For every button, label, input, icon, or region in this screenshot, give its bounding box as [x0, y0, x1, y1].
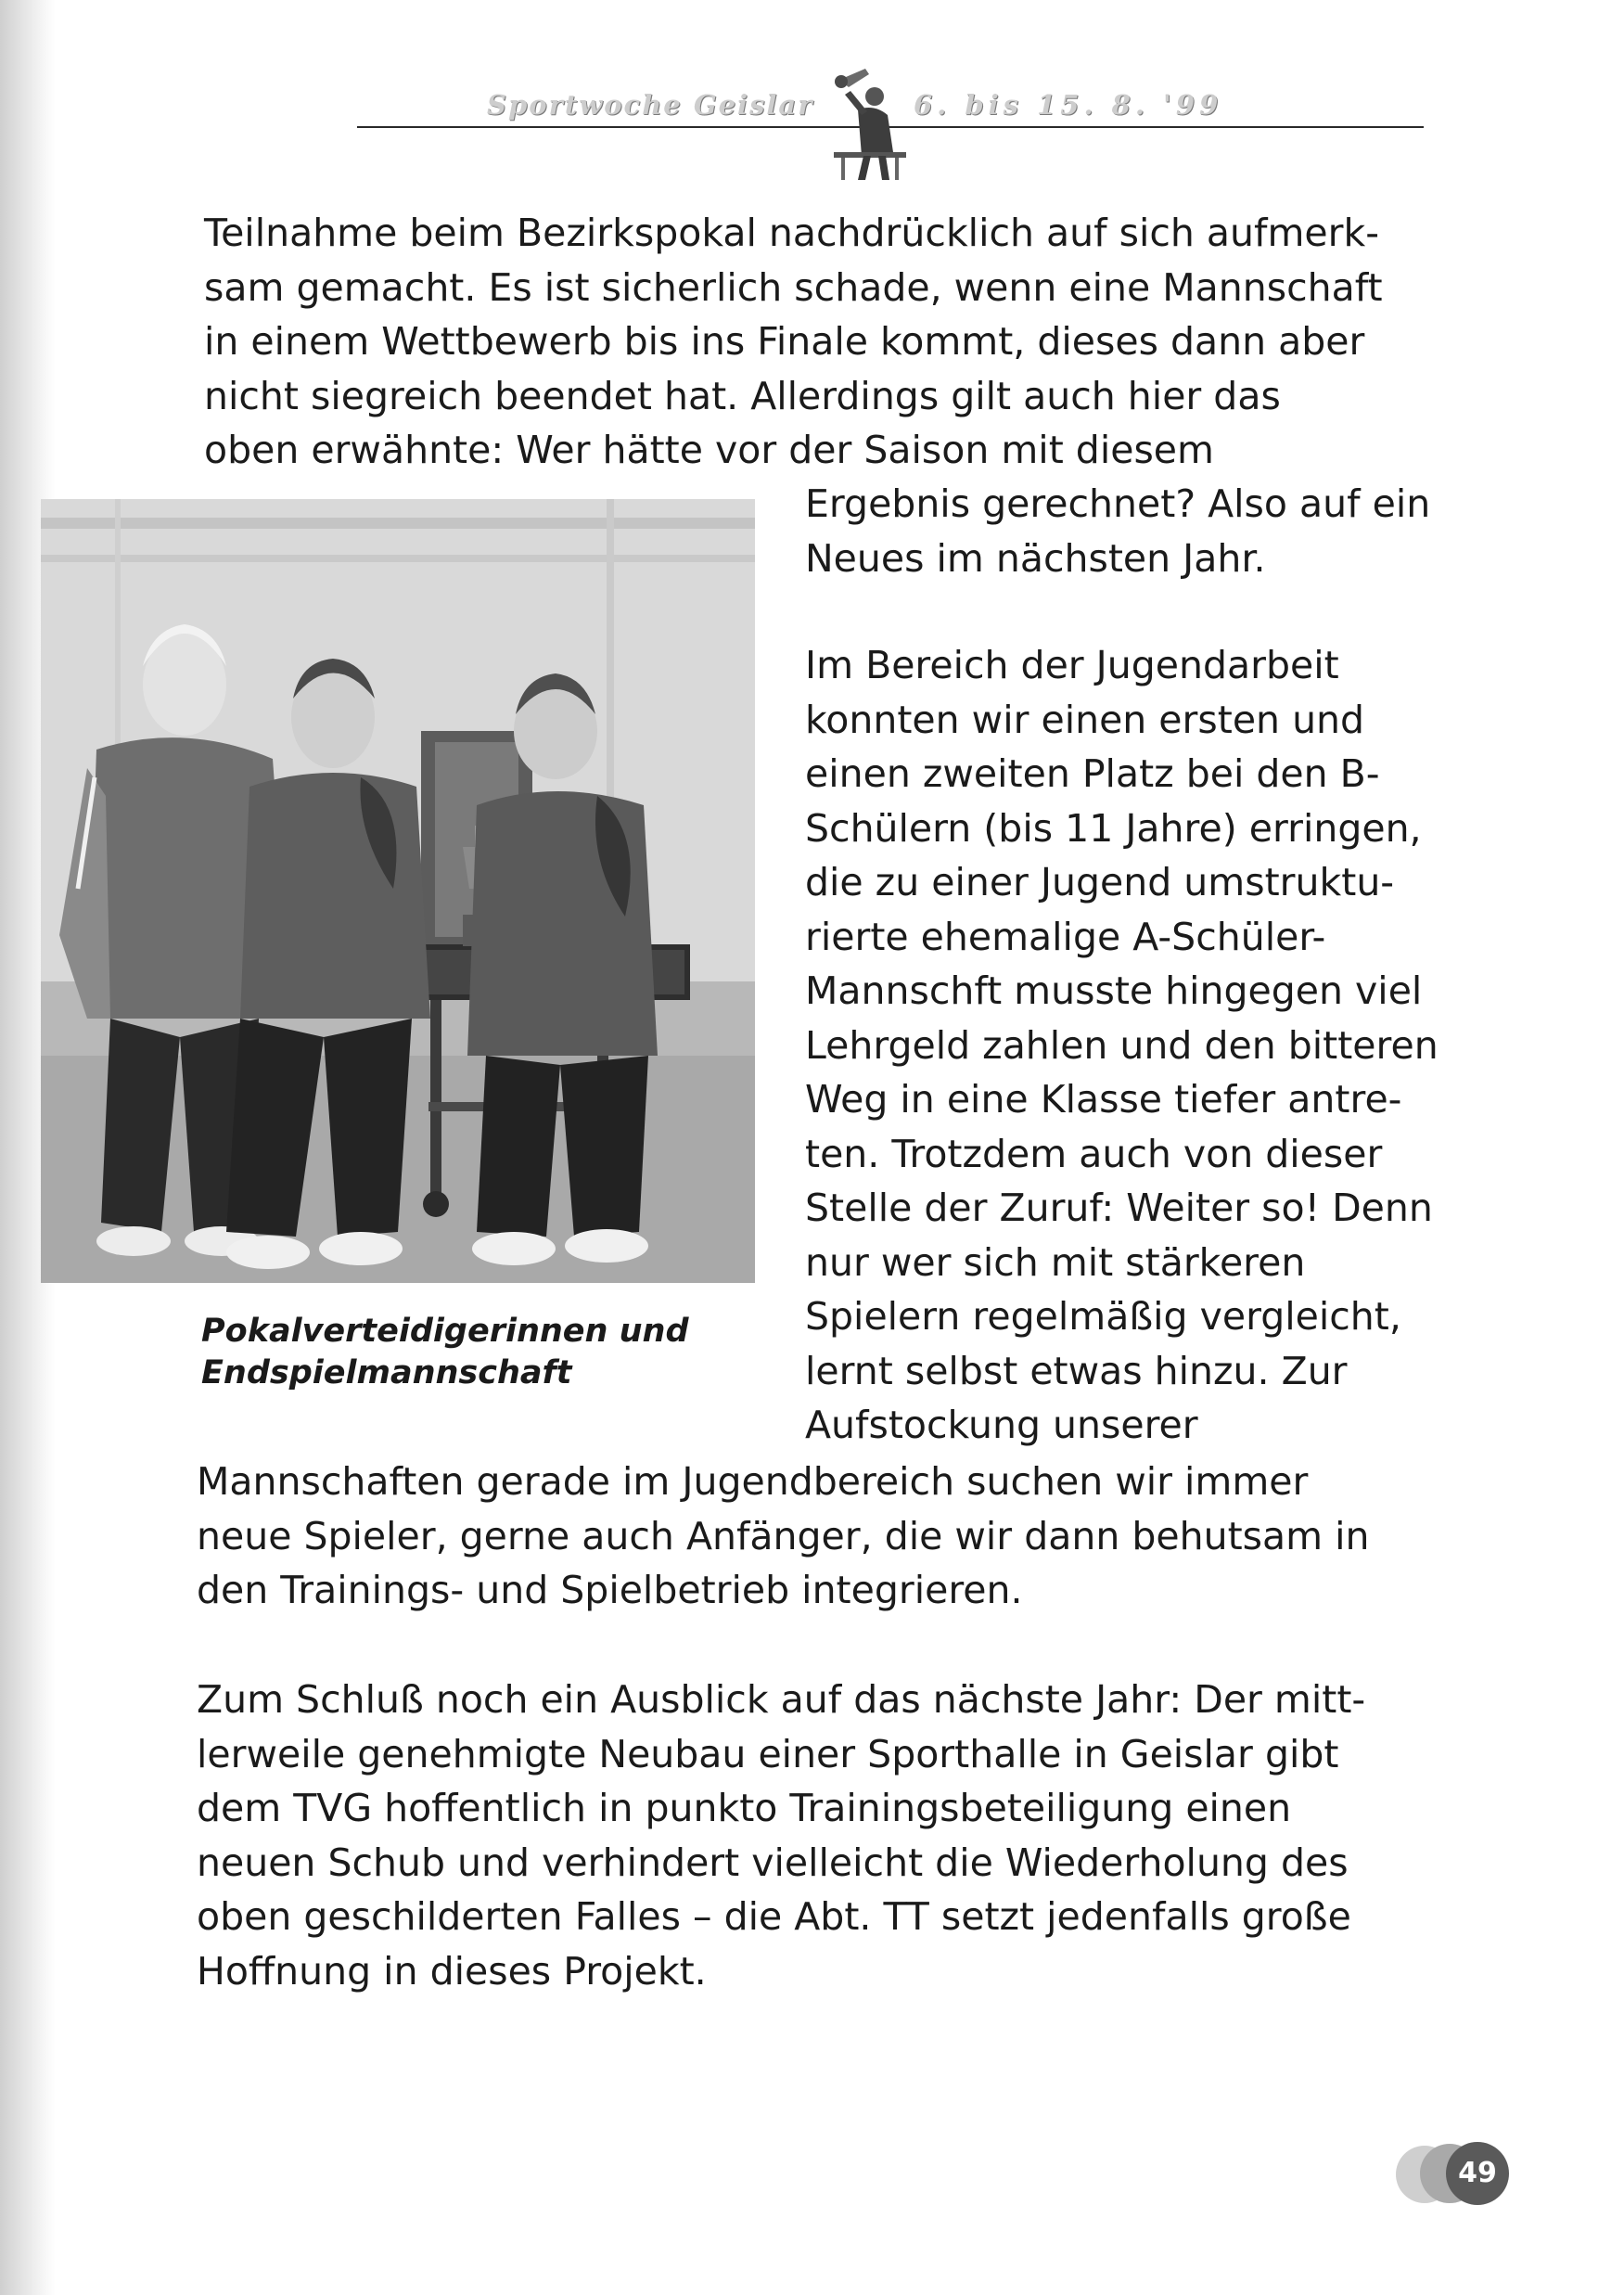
running-header [357, 74, 1424, 186]
text-line: Mannschft musste hingegen viel [805, 968, 1423, 1013]
text-line: konnten wir einen ersten und [805, 697, 1365, 742]
text-line: lerweile genehmigte Neubau einer Sporthalle in Geislar gibt [197, 1731, 1339, 1776]
header-event-dates: 6. bis 15. 8. '99 [914, 89, 1223, 121]
text-line: Schülern (bis 11 Jahre) erringen, [805, 805, 1422, 851]
paragraph-1-continued [805, 477, 1430, 585]
text-line: Lehrgeld zahlen und den bitteren [805, 1022, 1439, 1068]
page-number-badge [1396, 2140, 1516, 2207]
text-line: Ergebnis gerechnet? Also auf ein [805, 481, 1431, 526]
text-line: Im Bereich der Jugendarbeit [805, 643, 1339, 687]
text-line: Teilnahme beim Bezirkspokal nachdrücklich auf sich aufmerk- [204, 211, 1380, 255]
text-line: in einem Wettbewerb bis ins Finale kommt, dieses dann aber [204, 319, 1365, 364]
text-line: Weg in eine Klasse tiefer antre- [805, 1077, 1402, 1122]
text-line: neue Spieler, gerne auch Anfänger, die wir dann behutsam in [197, 1513, 1370, 1558]
text-line: oben erwähnte: Wer hätte vor der Saison mit diesem [204, 428, 1214, 472]
table-tennis-player-icon [821, 63, 914, 184]
text-line: Spielern regelmäßig vergleicht, [805, 1294, 1401, 1339]
text-line: sam gemacht. Es ist sicherlich schade, wenn eine Mannschaft [204, 264, 1383, 310]
paragraph-2 [805, 638, 1439, 1453]
text-line: lernt selbst etwas hinzu. Zur [805, 1348, 1348, 1393]
text-line: nur wer sich mit stärkeren [805, 1239, 1306, 1285]
text-line: Aufstockung unserer [805, 1403, 1198, 1447]
text-line: oben geschilderten Falles – die Abt. TT setzt jedenfalls große [197, 1894, 1351, 1939]
paragraph-3 [197, 1673, 1365, 1998]
text-line: einen zweiten Platz bei den B- [805, 751, 1380, 796]
team-photo-illustration [41, 499, 755, 1283]
text-line: Zum Schluß noch ein Ausblick auf das nächste Jahr: Der mitt- [197, 1677, 1366, 1722]
text-line: ten. Trotzdem auch von dieser [805, 1131, 1383, 1176]
text-line: die zu einer Jugend umstruktu- [805, 860, 1395, 904]
caption-line: Endspielmannschaft [201, 1354, 572, 1391]
page-number: 49 [1446, 2142, 1509, 2205]
paragraph-1 [204, 206, 1383, 478]
text-line: nicht siegreich beendet hat. Allerdings gilt auch hier das [204, 373, 1281, 418]
caption-line: Pokalverteidigerinnen und [201, 1313, 689, 1350]
text-line: rierte ehemalige A-Schüler- [805, 914, 1326, 959]
text-line: Hoffnung in dieses Projekt. [197, 1948, 707, 1994]
text-line: Neues im nächsten Jahr. [805, 535, 1266, 581]
text-line: dem TVG hoffentlich in punkto Trainingsbeteiligung einen [197, 1786, 1292, 1830]
photo-caption [201, 1311, 689, 1394]
header-event-title: Sportwoche Geislar [487, 89, 814, 121]
text-line: Stelle der Zuruf: Weiter so! Denn [805, 1186, 1433, 1230]
paragraph-2-continued [197, 1455, 1369, 1618]
team-photo [41, 499, 755, 1283]
text-line: Mannschaften gerade im Jugendbereich suchen wir immer [197, 1459, 1309, 1504]
text-line: den Trainings- und Spielbetrieb integrieren. [197, 1568, 1023, 1612]
text-line: neuen Schub und verhindert vielleicht die Wiederholung des [197, 1840, 1349, 1885]
